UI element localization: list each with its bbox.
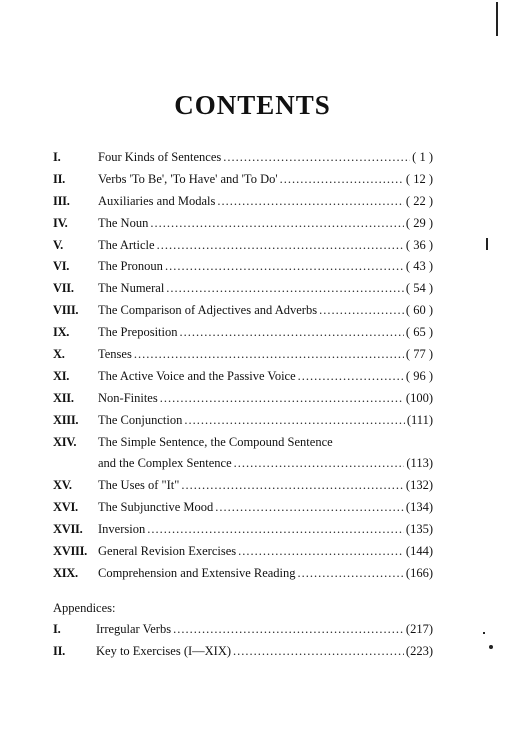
page-number: (111) [406,412,433,427]
dot-leader [160,388,404,410]
toc-entry[interactable] [53,519,433,541]
page-number: ( 22 ) [405,193,433,208]
page-number: ( 1 ) [412,150,433,164]
appendices-list [53,619,433,663]
chapter-number: XIV. [53,434,77,449]
chapter-number: XVIII. [53,544,87,559]
chapter-number: I. [53,150,61,164]
toc-entry[interactable] [53,322,433,344]
chapter-title: The Conjunction [98,412,183,427]
scan-mark [489,645,493,649]
dot-leader [280,169,404,191]
dot-leader [298,563,404,585]
appendix-number: II. [53,643,65,658]
chapter-title: The Article [98,237,155,252]
page-number: ( 77 ) [405,347,433,362]
page-number: ( 65 ) [405,325,433,340]
page-number: ( 36 ) [405,237,433,252]
appendix-number: I. [53,622,61,636]
page-number: ( 96 ) [405,368,433,383]
page-number: (217) [405,622,433,636]
table-of-contents [53,147,433,585]
chapter-number: XVI. [53,500,78,515]
page-number: (135) [405,522,433,537]
dot-leader [134,344,404,366]
chapter-title: The Pronoun [98,259,163,274]
scan-mark [486,238,488,250]
chapter-number: VII. [53,281,74,296]
appendix-title: Key to Exercises (I—XIX) [96,643,232,658]
dot-leader [165,256,404,278]
scan-mark [496,2,498,36]
dot-leader [181,475,404,497]
chapter-number: X. [53,347,65,362]
chapter-number: VIII. [53,303,79,318]
dot-leader [223,147,410,169]
dot-leader [173,619,404,641]
dot-leader [298,366,404,388]
chapter-title: The Noun [98,215,149,230]
page-number: (132) [405,478,433,493]
toc-entry[interactable] [53,147,433,169]
scan-mark [483,632,485,634]
dot-leader [233,641,404,663]
page-number: (166) [405,565,433,580]
chapter-title: The Uses of "It" [98,478,180,493]
toc-entry[interactable] [53,235,433,257]
toc-entry[interactable] [53,191,433,213]
chapter-title: Tenses [98,347,132,362]
toc-entry[interactable] [53,344,433,366]
page-number: (223) [405,643,433,658]
dot-leader [217,191,404,213]
dot-leader [180,322,404,344]
page-number: (100) [405,390,433,405]
chapter-number: V. [53,237,63,252]
page-number: (134) [405,500,433,515]
toc-entry[interactable] [53,497,433,519]
chapter-number: IV. [53,215,68,230]
toc-entry[interactable] [53,300,433,322]
page-number: ( 54 ) [405,281,433,296]
appendix-entry[interactable] [53,641,433,663]
chapter-title: Non-Finites [98,390,158,405]
toc-entry[interactable] [53,563,433,585]
page-number: (144) [405,544,433,559]
dot-leader [319,300,404,322]
chapter-title: Four Kinds of Sentences [98,150,222,164]
page-title: CONTENTS [174,90,331,120]
chapter-number: XIII. [53,412,79,427]
chapter-title: The Numeral [98,281,165,296]
appendix-title: Irregular Verbs [96,622,172,636]
dot-leader [238,541,404,563]
chapter-number: III. [53,193,70,208]
appendix-entry[interactable] [53,619,433,641]
page-number: (113) [406,456,433,471]
chapter-number: II. [53,171,65,186]
toc-entry[interactable] [53,541,433,563]
dot-leader [215,497,404,519]
chapter-title: General Revision Exercises [98,544,237,559]
page-number: ( 29 ) [405,215,433,230]
page-number: ( 43 ) [405,259,433,274]
chapter-title: The Active Voice and the Passive Voice [98,368,296,383]
chapter-title: The Simple Sentence, the Compound Sentence [98,434,333,449]
chapter-number: XI. [53,368,70,383]
dot-leader [157,235,404,257]
toc-entry[interactable] [53,278,433,300]
toc-entry[interactable] [53,213,433,235]
dot-leader [234,453,405,475]
chapter-title: The Comparison of Adjectives and Adverbs [98,303,318,318]
toc-entry[interactable] [53,475,433,497]
chapter-number: XVII. [53,522,83,537]
dot-leader [150,213,404,235]
chapter-number: IX. [53,325,70,340]
chapter-number: XII. [53,390,74,405]
chapter-title-continued: and the Complex Sentence [98,456,232,471]
toc-entry[interactable] [53,366,433,388]
appendices-heading: Appendices: [53,601,116,615]
toc-entry[interactable] [53,410,433,432]
chapter-number: XIX. [53,565,78,580]
chapter-number: XV. [53,478,72,493]
toc-entry[interactable] [53,169,433,191]
dot-leader [166,278,404,300]
dot-leader [147,519,404,541]
chapter-number: VI. [53,259,70,274]
toc-entry-continuation[interactable] [53,453,433,475]
chapter-title: Inversion [98,522,146,537]
page-number: ( 60 ) [405,303,433,318]
toc-entry[interactable] [53,256,433,278]
chapter-title: Auxiliaries and Modals [98,193,216,208]
page-number: ( 12 ) [405,171,433,186]
dot-leader [184,410,404,432]
toc-entry[interactable] [53,432,433,454]
chapter-title: Comprehension and Extensive Reading [98,565,296,580]
toc-entry[interactable] [53,388,433,410]
chapter-title: Verbs 'To Be', 'To Have' and 'To Do' [98,171,278,186]
chapter-title: The Subjunctive Mood [98,500,214,515]
chapter-title: The Preposition [98,325,178,340]
